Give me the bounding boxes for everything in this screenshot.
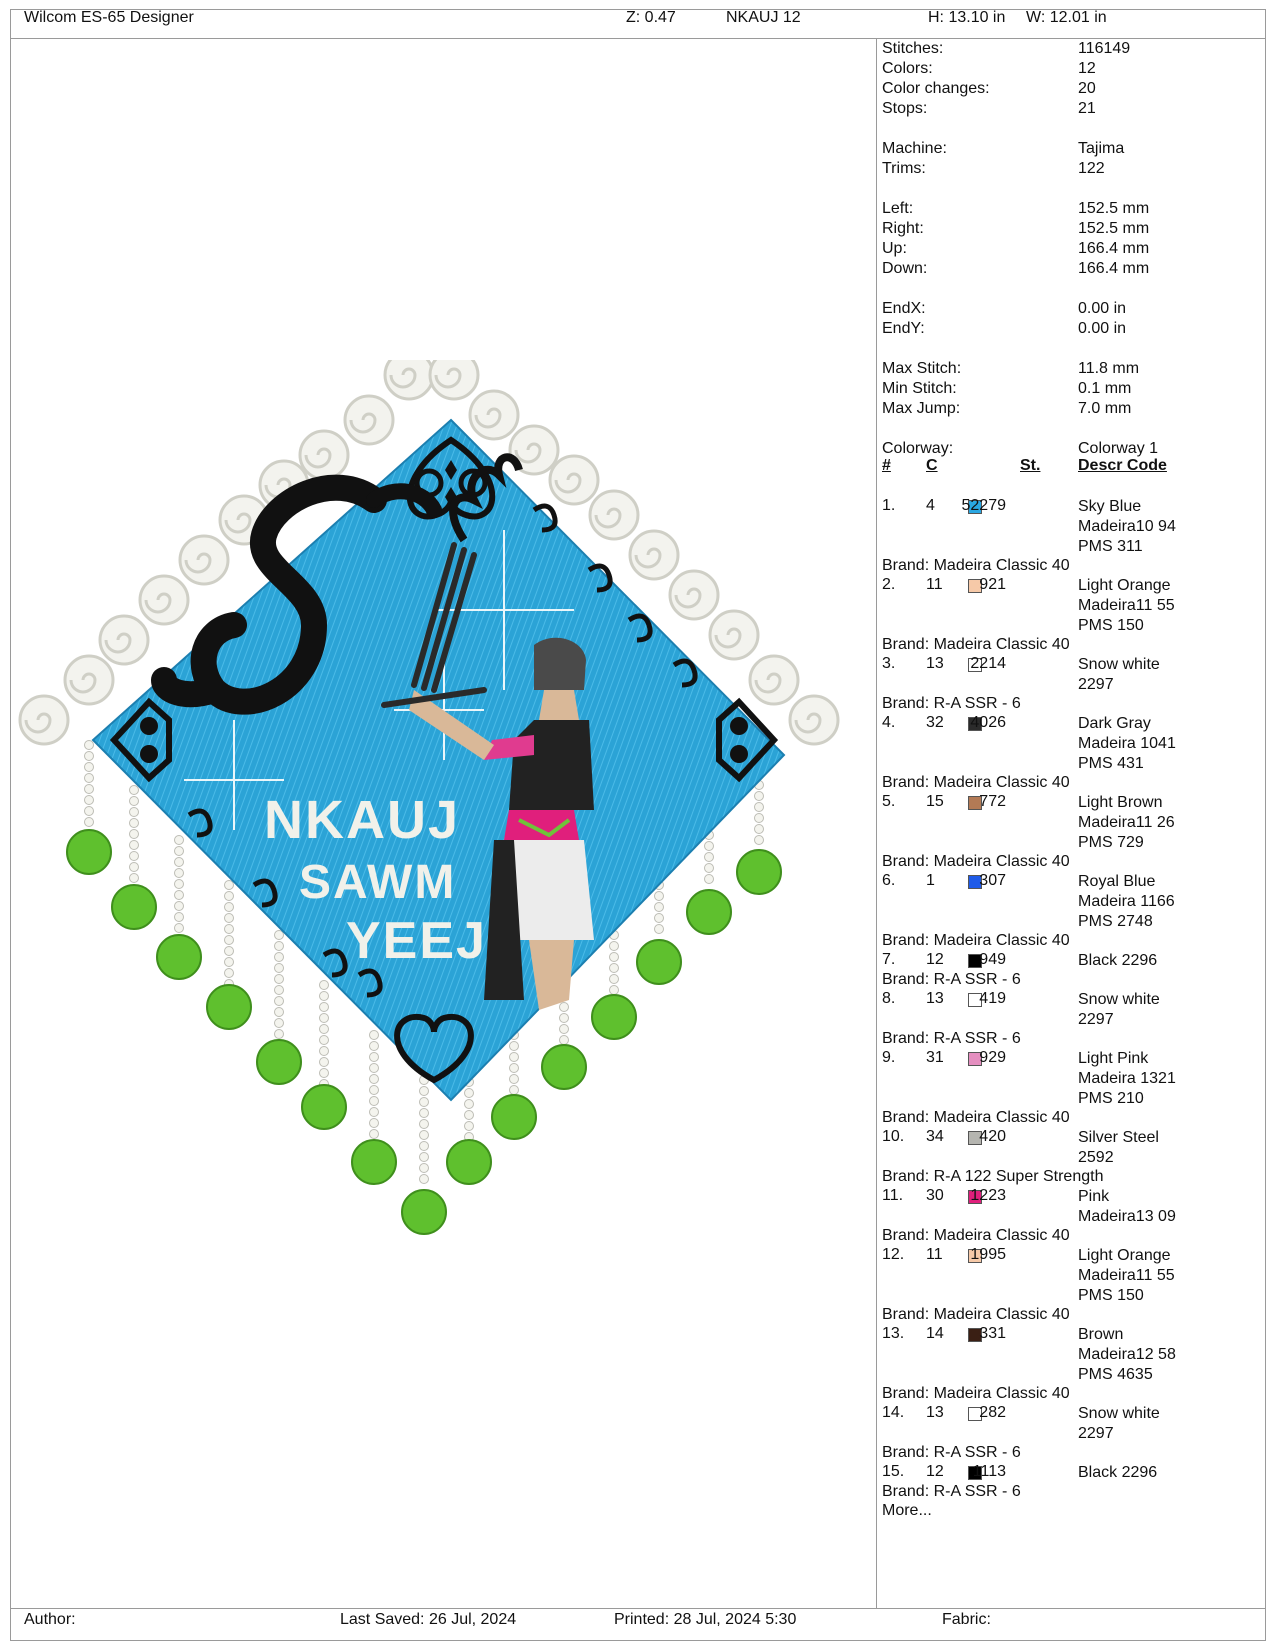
color-number: 7. [882,951,896,968]
color-number: 13. [882,1325,905,1342]
color-number: 10. [882,1128,905,1145]
green-pompom [402,1190,446,1234]
color-number: 2. [882,576,896,593]
color-description-line: Madeira13 09 [1078,1208,1176,1225]
swirl [590,491,638,539]
color-code: 11 [926,576,943,593]
stat-label: Stitches: [882,40,944,57]
stat-label: Right: [882,220,924,237]
color-description-line: PMS 4635 [1078,1366,1153,1383]
design-text-line2: SAWM [299,856,457,909]
color-brand: Brand: R-A SSR - 6 [882,1483,1021,1500]
stitch-count: 929 [979,1049,1006,1066]
color-number: 9. [882,1049,896,1066]
color-code: 12 [926,1463,944,1480]
bead-strand [402,1076,446,1235]
color-description [1078,497,1176,557]
stitch-count: 1995 [970,1246,1006,1263]
footer-printed: Printed: 28 Jul, 2024 5:30 [614,1611,797,1628]
color-description-line: Snow white [1078,1405,1160,1422]
color-code: 13 [926,1404,944,1421]
stitch-count: 307 [979,872,1006,889]
color-brand: Brand: R-A SSR - 6 [882,1444,1021,1461]
green-pompom [687,890,731,934]
stat-value: 166.4 mm [1078,260,1150,277]
color-description-line: Light Orange [1078,1247,1171,1264]
swirl [345,396,393,444]
panel-divider [876,38,877,1608]
color-brand: Brand: Madeira Classic 40 [882,853,1070,870]
footer-divider [10,1608,1266,1609]
color-description-line: 2297 [1078,1425,1114,1442]
color-brand: Brand: Madeira Classic 40 [882,1306,1070,1323]
stat-label: Left: [882,200,914,217]
design-text-line3: YEEJ [346,912,487,970]
stat-label: Down: [882,260,928,277]
color-brand: Brand: R-A SSR - 6 [882,1030,1021,1047]
stat-label: Colors: [882,60,933,77]
stat-value: 116149 [1078,40,1131,57]
green-pompom [592,995,636,1039]
color-number: 1. [882,497,896,514]
color-description-line: Royal Blue [1078,873,1156,890]
swirl [180,536,228,584]
color-brand: Brand: Madeira Classic 40 [882,774,1070,791]
stat-value: 0.00 in [1078,320,1127,337]
color-description-line: PMS 431 [1078,755,1144,772]
bead-strand [207,881,251,1030]
stat-value: Tajima [1078,140,1125,157]
stat-value: 0.1 mm [1078,380,1132,397]
color-code: 1 [926,872,935,889]
blue-diamond [93,420,784,1100]
color-code: 13 [926,990,944,1007]
color-description-line: Madeira11 55 [1078,597,1175,614]
bead-strand [112,786,156,930]
color-description-line: PMS 729 [1078,834,1144,851]
stitch-count: 4026 [970,714,1006,731]
stitch-count: 52279 [961,497,1006,514]
color-brand: Brand: Madeira Classic 40 [882,636,1070,653]
swirl [300,431,348,479]
color-description-line: 2297 [1078,1011,1114,1028]
stat-label: Max Stitch: [882,360,962,377]
green-pompom [157,935,201,979]
bead-strand [352,1031,396,1185]
green-pompom [492,1095,536,1139]
stat-label: Max Jump: [882,400,961,417]
color-description-line: PMS 210 [1078,1090,1144,1107]
color-code: 32 [926,714,944,731]
color-description-line: Madeira 1166 [1078,893,1175,910]
col-header-st: St. [1020,457,1041,474]
swirl [670,571,718,619]
stitch-count: 2214 [970,655,1006,672]
color-number: 4. [882,714,896,731]
bead-strand [67,741,111,875]
color-description-line: Silver Steel [1078,1129,1159,1146]
color-description-line: Madeira10 94 [1078,518,1176,535]
color-brand: Brand: R-A 122 Super Strength [882,1168,1104,1185]
stitch-count: 282 [979,1404,1006,1421]
bead-strand [302,981,346,1130]
color-description [1078,951,1157,971]
color-description-line: Madeira 1041 [1078,735,1176,752]
swirl [385,360,433,399]
swirl [750,656,798,704]
color-description [1078,1246,1175,1306]
app-title: Wilcom ES-65 Designer [24,9,194,26]
color-description-line: Black 2296 [1078,952,1158,969]
swirl [430,360,478,399]
stitch-count: 921 [979,576,1006,593]
design-width: W: 12.01 in [1026,9,1107,26]
stitch-count: 1113 [972,1463,1006,1480]
stat-label: EndX: [882,300,926,317]
stitch-count: 1223 [970,1187,1006,1204]
stat-value: 166.4 mm [1078,240,1150,257]
color-code: 34 [926,1128,944,1145]
color-code: 4 [926,497,935,514]
color-description [1078,714,1176,774]
color-code: 15 [926,793,944,810]
color-number: 14. [882,1404,905,1421]
stat-value: 21 [1078,100,1096,117]
stat-value: Colorway 1 [1078,440,1159,457]
stat-value: 152.5 mm [1078,220,1150,237]
color-brand: Brand: Madeira Classic 40 [882,1109,1070,1126]
color-description [1078,655,1160,695]
color-description-line: PMS 150 [1078,1287,1144,1304]
color-description-line: Brown [1078,1326,1124,1343]
swirl [140,576,188,624]
color-description-line: Snow white [1078,991,1160,1008]
color-brand: Brand: R-A SSR - 6 [882,695,1021,712]
stat-value: 152.5 mm [1078,200,1150,217]
color-brand: Brand: Madeira Classic 40 [882,1385,1070,1402]
color-description-line: Madeira11 26 [1078,814,1175,831]
swirl [100,616,148,664]
col-header-c: C [926,457,938,474]
color-description-line: 2297 [1078,676,1114,693]
footer-fabric: Fabric: [942,1611,991,1628]
color-number: 5. [882,793,896,810]
color-description [1078,1187,1176,1227]
stat-value: 7.0 mm [1078,400,1132,417]
stat-label: Stops: [882,100,928,117]
green-pompom [542,1045,586,1089]
color-description [1078,1325,1176,1385]
color-description-line: 2592 [1078,1149,1114,1166]
color-number: 6. [882,872,896,889]
stitch-count: 419 [979,990,1006,1007]
color-description-line: Light Brown [1078,794,1163,811]
zoom-level: Z: 0.47 [626,9,676,26]
stitch-count: 420 [979,1128,1006,1145]
green-pompom [737,850,781,894]
color-description-line: PMS 2748 [1078,913,1153,930]
stat-value: 0.00 in [1078,300,1127,317]
color-description-line: Snow white [1078,656,1160,673]
embroidery-design-preview [14,360,874,1290]
green-pompom [112,885,156,929]
stat-value: 12 [1078,60,1096,77]
stat-label: Colorway: [882,440,954,457]
color-description [1078,1463,1157,1483]
bead-strand [157,836,201,980]
color-brand: Brand: Madeira Classic 40 [882,1227,1070,1244]
color-number: 15. [882,1463,905,1480]
green-pompom [447,1140,491,1184]
color-description-line: Light Orange [1078,577,1171,594]
swirl [790,696,838,744]
footer-last-saved: Last Saved: 26 Jul, 2024 [340,1611,517,1628]
color-description [1078,872,1175,932]
stat-value: 20 [1078,80,1096,97]
stat-label: EndY: [882,320,925,337]
col-header-descr: Descr Code [1078,457,1167,474]
color-description-line: Dark Gray [1078,715,1151,732]
color-code: 30 [926,1187,944,1204]
color-code: 14 [926,1325,944,1342]
color-number: 3. [882,655,896,672]
green-pompom [352,1140,396,1184]
color-description-line: PMS 311 [1078,538,1143,555]
color-brand: Brand: R-A SSR - 6 [882,971,1021,988]
green-pompom [637,940,681,984]
color-description-line: Madeira 1321 [1078,1070,1176,1087]
bead-strand [257,931,301,1085]
color-code: 11 [926,1246,943,1263]
stat-label: Min Stitch: [882,380,957,397]
color-code: 31 [926,1049,944,1066]
swirl [65,656,113,704]
color-description-line: PMS 150 [1078,617,1144,634]
stat-value: 11.8 mm [1078,360,1140,377]
color-description-line: Madeira11 55 [1078,1267,1175,1284]
color-description [1078,1049,1176,1109]
color-code: 13 [926,655,944,672]
color-brand: Brand: Madeira Classic 40 [882,932,1070,949]
swirl [20,696,68,744]
green-pompom [207,985,251,1029]
color-description-line: Madeira12 58 [1078,1346,1176,1363]
stat-value: 122 [1078,160,1105,177]
color-brand: Brand: Madeira Classic 40 [882,557,1070,574]
green-pompom [67,830,111,874]
footer-author: Author: [24,1611,76,1628]
color-description-line: Pink [1078,1188,1110,1205]
color-description [1078,576,1175,636]
color-description-line: Black 2296 [1078,1464,1158,1481]
green-pompom [257,1040,301,1084]
color-code: 12 [926,951,944,968]
swirl [630,531,678,579]
stitch-count: 772 [979,793,1006,810]
color-description-line: Sky Blue [1078,498,1142,515]
stitch-count: 949 [979,951,1006,968]
stitch-count: 331 [979,1325,1006,1342]
green-pompom [302,1085,346,1129]
color-description [1078,1404,1160,1444]
swirl [550,456,598,504]
color-description [1078,990,1160,1030]
swirl [710,611,758,659]
stat-label: Trims: [882,160,926,177]
color-description [1078,793,1175,853]
color-description [1078,1128,1159,1168]
col-header-num: # [882,457,891,474]
design-text-line1: NKAUJ [264,790,461,850]
more-link[interactable]: More... [882,1502,932,1519]
color-description-line: Light Pink [1078,1050,1149,1067]
stat-label: Machine: [882,140,947,157]
swirl [470,391,518,439]
color-number: 8. [882,990,896,1007]
stat-label: Color changes: [882,80,990,97]
color-number: 12. [882,1246,905,1263]
stat-label: Up: [882,240,907,257]
color-number: 11. [882,1187,904,1204]
design-height: H: 13.10 in [928,9,1006,26]
design-name: NKAUJ 12 [726,9,801,26]
